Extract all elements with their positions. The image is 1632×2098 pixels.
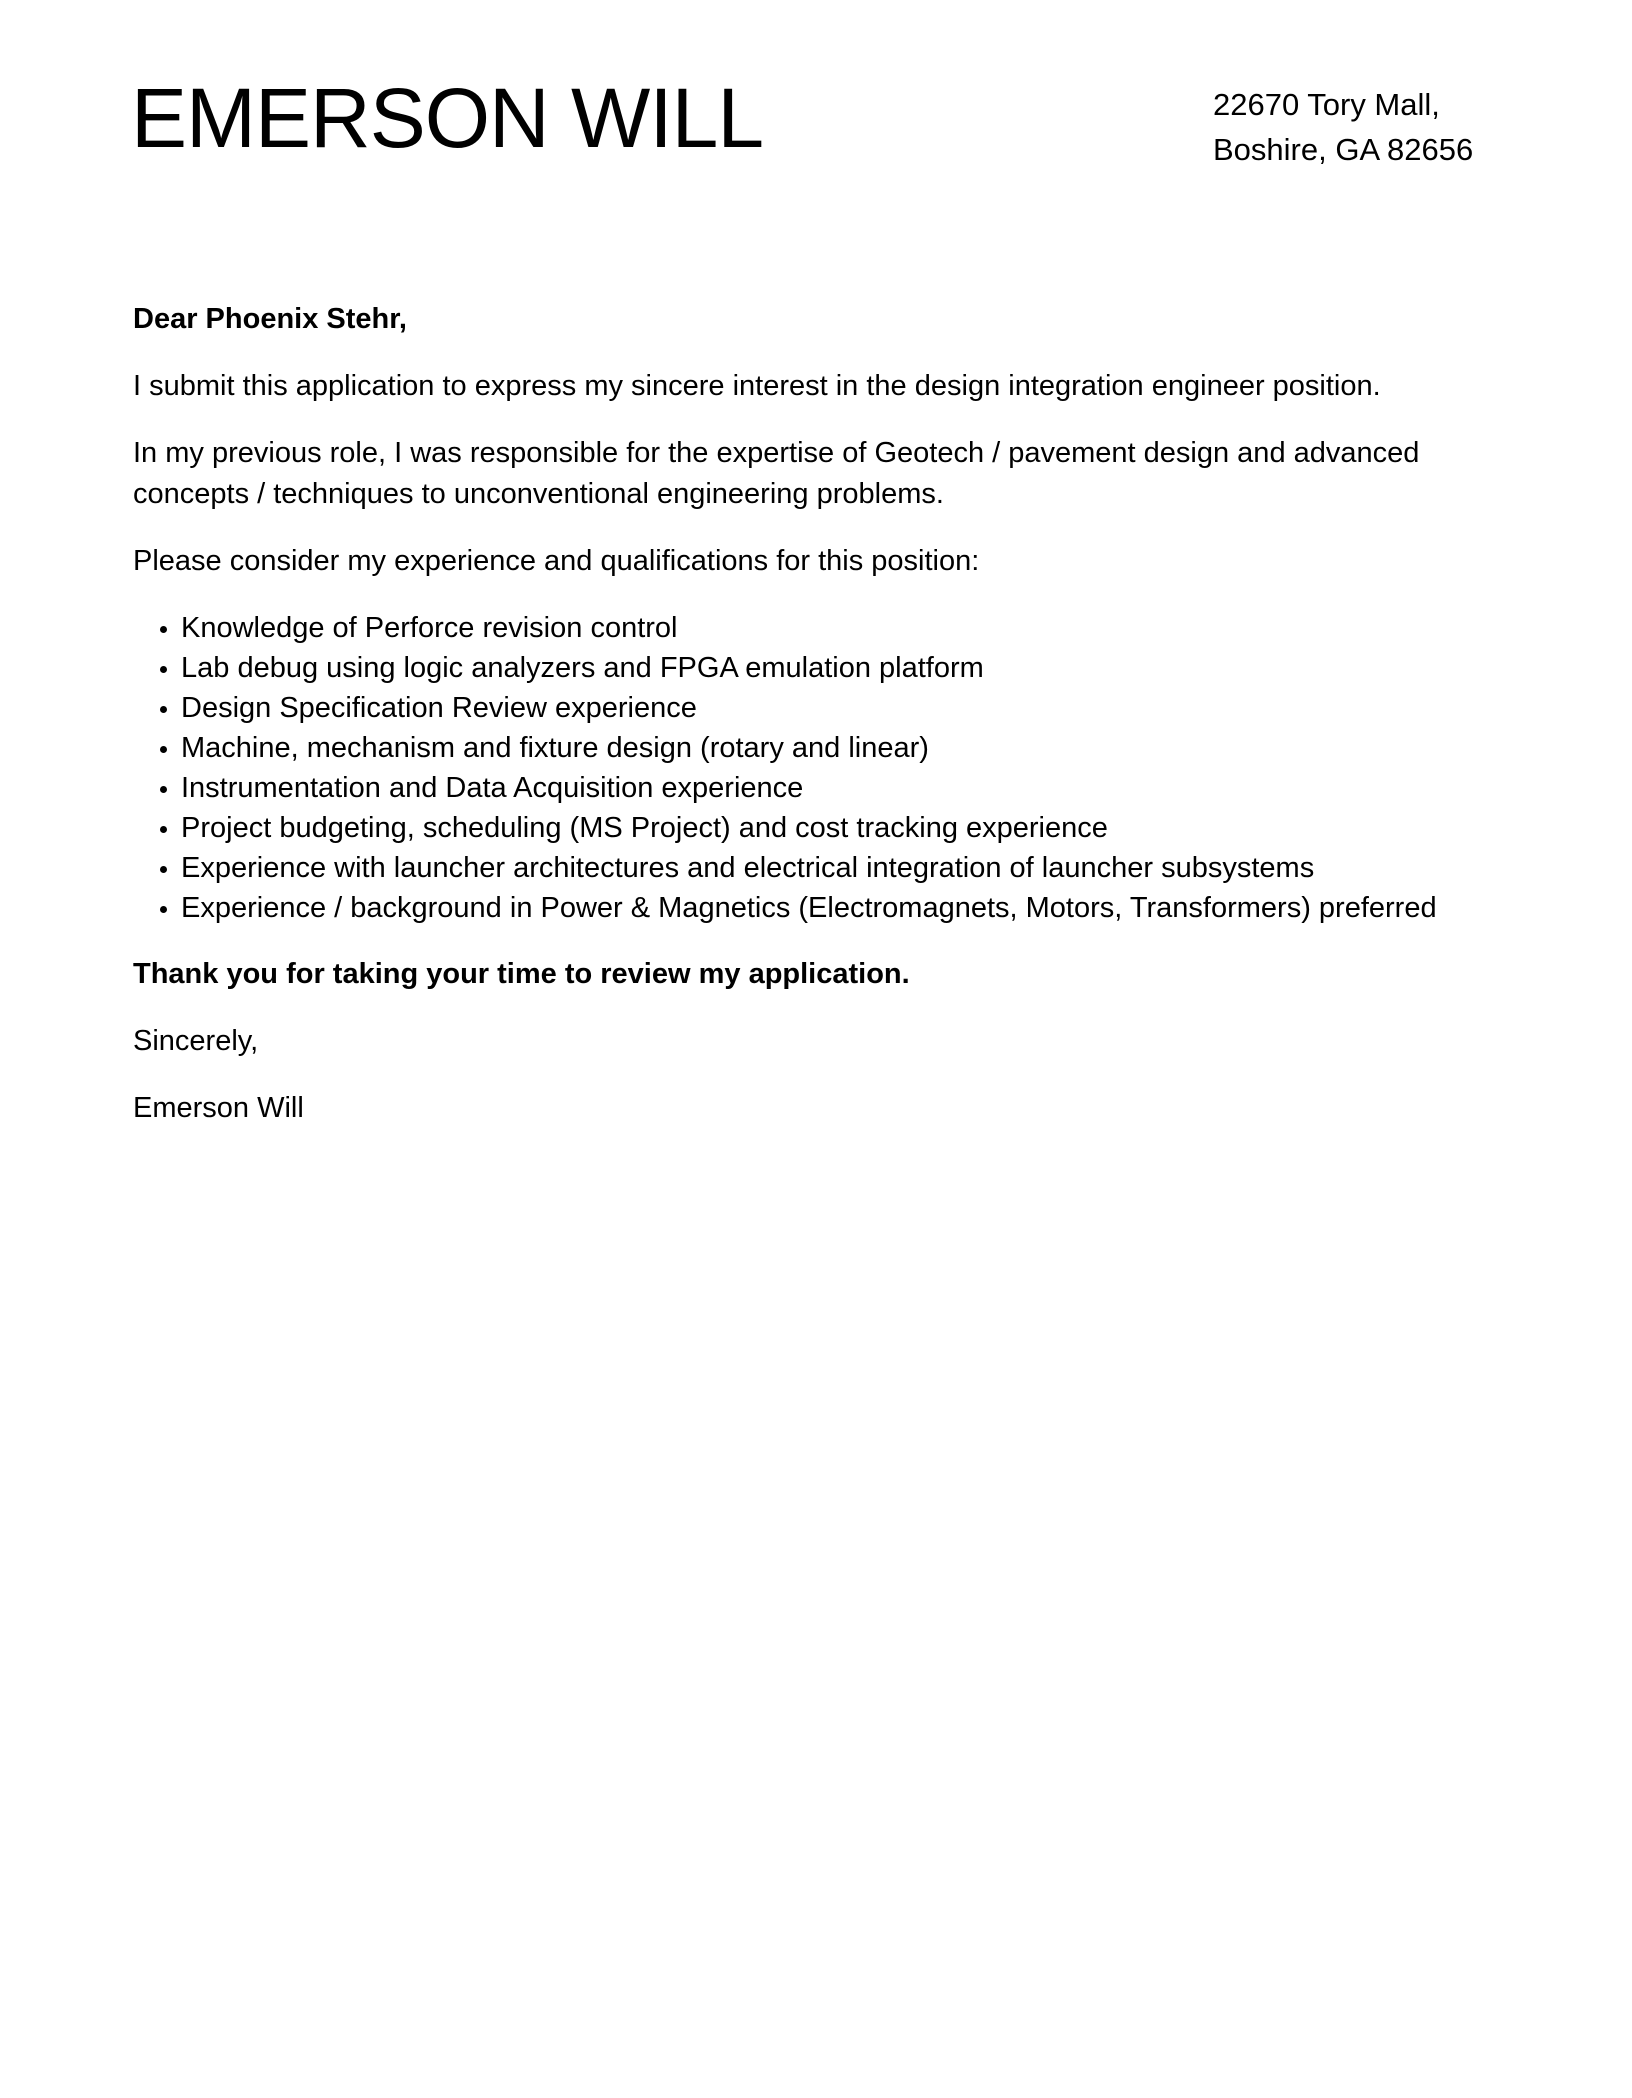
paragraph-qualifications-lead: Please consider my experience and qualifications for this position: <box>133 545 980 577</box>
address-line-1: 22670 Tory Mall, <box>1213 87 1440 122</box>
list-item: • Machine, mechanism and fixture design (rotary and linear) <box>181 728 1503 768</box>
letter-body <box>133 299 1503 1155</box>
list-item: • Knowledge of Perforce revision control <box>181 608 1503 648</box>
list-item: • Design Specification Review experience <box>181 688 1503 728</box>
closing-statement: Thank you for taking your time to review my application. <box>133 958 910 990</box>
paragraph-intro: I submit this application to express my sincere interest in the design integration engineer position. <box>133 370 1381 402</box>
salutation: Dear Phoenix Stehr, <box>133 303 407 335</box>
signoff: Sincerely, <box>133 1025 259 1057</box>
list-item: • Project budgeting, scheduling (MS Project) and cost tracking experience <box>181 808 1503 848</box>
signature: Emerson Will <box>133 1092 304 1124</box>
list-item: • Experience with launcher architectures and electrical integration of launcher subsystems <box>181 848 1503 888</box>
qualifications-list <box>133 608 1503 928</box>
list-item: • Lab debug using logic analyzers and FPGA emulation platform <box>181 648 1503 688</box>
paragraph-previous-role: In my previous role, I was responsible for the expertise of Geotech / pavement design and advanced concepts / techniques to unconventional engineering problems. <box>133 437 1420 510</box>
applicant-name: EMERSON WILL <box>131 71 764 165</box>
list-item: • Experience / background in Power & Magnetics (Electromagnets, Motors, Transformers) preferred <box>181 888 1503 928</box>
address-line-2: Boshire, GA 82656 <box>1213 132 1474 167</box>
list-item: • Instrumentation and Data Acquisition experience <box>181 768 1503 808</box>
address-block <box>1213 82 1473 172</box>
